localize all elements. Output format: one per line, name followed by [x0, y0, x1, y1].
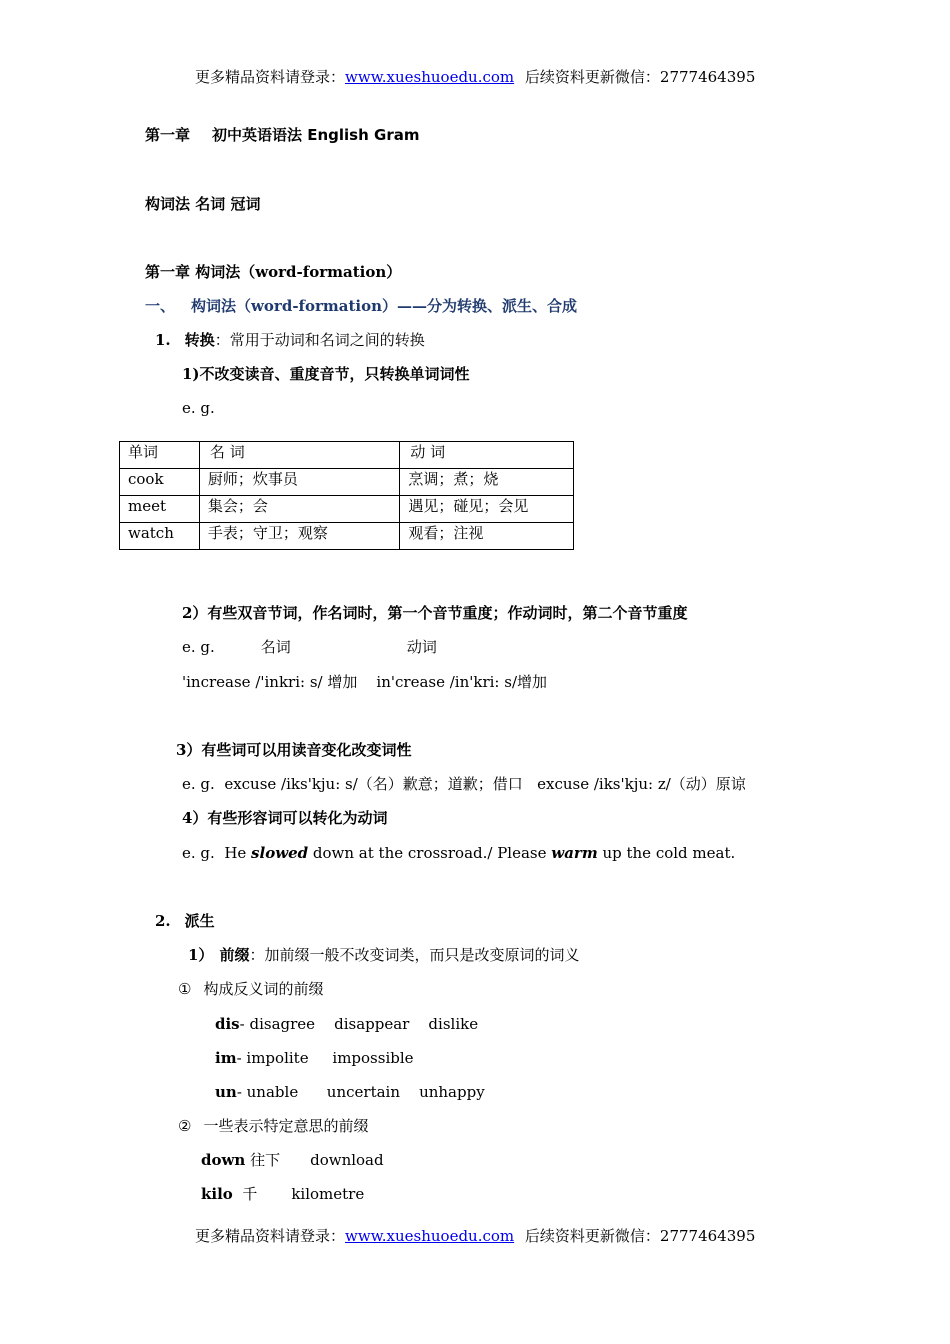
- table-cell: cook: [120, 469, 200, 496]
- word-table: [119, 441, 574, 550]
- section-title: 构词法（word-formation）——分为转换、派生、合成: [191, 297, 578, 315]
- page-header: [195, 67, 755, 87]
- item-1-desc: ：常用于动词和名词之间的转换: [214, 331, 425, 349]
- prefix-un-words: - unable uncertain unhappy: [236, 1083, 485, 1101]
- chapter-title-text: 初中英语语法 English Gram: [212, 126, 420, 144]
- page-footer: [195, 1226, 755, 1246]
- prefix-un-label: un: [215, 1083, 237, 1101]
- prefix-im-words: - impolite impossible: [236, 1049, 414, 1067]
- prefix-down-word: download: [310, 1151, 384, 1169]
- eg-1: e. g.: [182, 399, 215, 417]
- item-1-num: 1.: [155, 331, 171, 349]
- section-num: 一、: [145, 297, 176, 315]
- eg-4-c: down at the crossroad./ Please: [308, 844, 552, 862]
- prefix-heading-num: 1）: [188, 946, 214, 964]
- eg-4-warm: warm: [551, 844, 598, 862]
- prefix-kilo-label: kilo: [201, 1185, 233, 1203]
- circle-2-text: 一些表示特定意思的前缀: [203, 1117, 369, 1135]
- eg-4-a: e. g. He: [182, 844, 252, 862]
- eg-2-label: e. g.: [182, 638, 215, 656]
- prefix-un: [215, 1082, 485, 1102]
- eg-4: [182, 843, 735, 863]
- topics-line: 构词法 名词 冠词: [145, 195, 261, 213]
- increase-example: 'increase /'inkri: s/ 增加 in'crease /in'kri: s/增加: [182, 673, 548, 691]
- table-cell: 遇见；碰见；会见: [400, 496, 574, 523]
- table-header-cell: 单词: [120, 442, 200, 469]
- chapter-title: [145, 125, 419, 145]
- table-cell: 观看；注视: [400, 523, 574, 550]
- prefix-heading-desc: ：加前缀一般不改变词类，而只是改变原词的词义: [249, 946, 580, 964]
- chapter-title-num: 第一章: [145, 126, 191, 144]
- table-cell: 厨师；炊事员: [199, 469, 399, 496]
- eg-4-slowed: slowed: [251, 844, 309, 862]
- header-link[interactable]: www.xueshuoedu.com: [345, 68, 515, 86]
- header-prefix: 更多精品资料请登录：: [195, 68, 346, 86]
- prefix-dis: [215, 1014, 478, 1034]
- prefix-kilo-meaning: 千: [232, 1185, 258, 1203]
- prefix-heading: [188, 945, 579, 965]
- table-cell: 烹调；煮；烧: [400, 469, 574, 496]
- item-2-label: 派生: [184, 912, 215, 930]
- table-cell: 集会；会: [199, 496, 399, 523]
- circle-2-num: ②: [178, 1117, 192, 1135]
- subheading-1: 1)不改变读音、重度音节，只转换单词词性: [182, 365, 470, 383]
- footer-prefix: 更多精品资料请登录：: [195, 1227, 346, 1245]
- prefix-down: [201, 1150, 384, 1170]
- table-cell: meet: [120, 496, 200, 523]
- prefix-kilo-word: kilometre: [291, 1185, 365, 1203]
- item-2: [155, 911, 215, 931]
- prefix-down-meaning: 往下: [245, 1151, 281, 1169]
- prefix-down-label: down: [201, 1151, 246, 1169]
- eg-2-verb: 动词: [406, 638, 437, 656]
- header-suffix: 后续资料更新微信：2777464395: [524, 68, 756, 86]
- footer-suffix: 后续资料更新微信：2777464395: [524, 1227, 756, 1245]
- table-row: [120, 469, 574, 496]
- item-1: [155, 330, 425, 350]
- prefix-dis-words: - disagree disappear dislike: [239, 1015, 479, 1033]
- eg-2-noun: 名词: [260, 638, 291, 656]
- table-cell: 手表；守卫；观察: [199, 523, 399, 550]
- prefix-im: [215, 1048, 414, 1068]
- table-header-cell: 动 词: [400, 442, 574, 469]
- table-cell: watch: [120, 523, 200, 550]
- prefix-kilo: [201, 1184, 364, 1204]
- prefix-im-label: im: [215, 1049, 237, 1067]
- table-header-cell: 名 词: [199, 442, 399, 469]
- table-row: [120, 496, 574, 523]
- circle-item-1: [178, 979, 323, 999]
- item-2-num: 2.: [155, 912, 171, 930]
- item-1-label: 转换: [184, 331, 215, 349]
- table-row: [120, 523, 574, 550]
- chapter-heading: 第一章 构词法（word-formation）: [145, 263, 402, 281]
- subheading-4: 4）有些形容词可以转化为动词: [182, 809, 388, 827]
- subheading-2: 2）有些双音节词，作名词时，第一个音节重度；作动词时，第二个音节重度: [182, 604, 688, 622]
- eg-3: e. g. excuse /iks'kju: s/（名）歉意；道歉；借口 excuse /iks'kju: z/（动）原谅: [182, 775, 746, 793]
- subheading-3: 3）有些词可以用读音变化改变词性: [176, 741, 412, 759]
- circle-1-text: 构成反义词的前缀: [203, 980, 324, 998]
- table-header-row: [120, 442, 574, 469]
- prefix-heading-label: 前缀: [219, 946, 250, 964]
- section-heading: [145, 296, 577, 316]
- eg-4-e: up the cold meat.: [597, 844, 736, 862]
- circle-item-2: [178, 1116, 368, 1136]
- prefix-dis-label: dis: [215, 1015, 240, 1033]
- footer-link[interactable]: www.xueshuoedu.com: [345, 1227, 515, 1245]
- circle-1-num: ①: [178, 980, 192, 998]
- eg-2: [182, 637, 437, 657]
